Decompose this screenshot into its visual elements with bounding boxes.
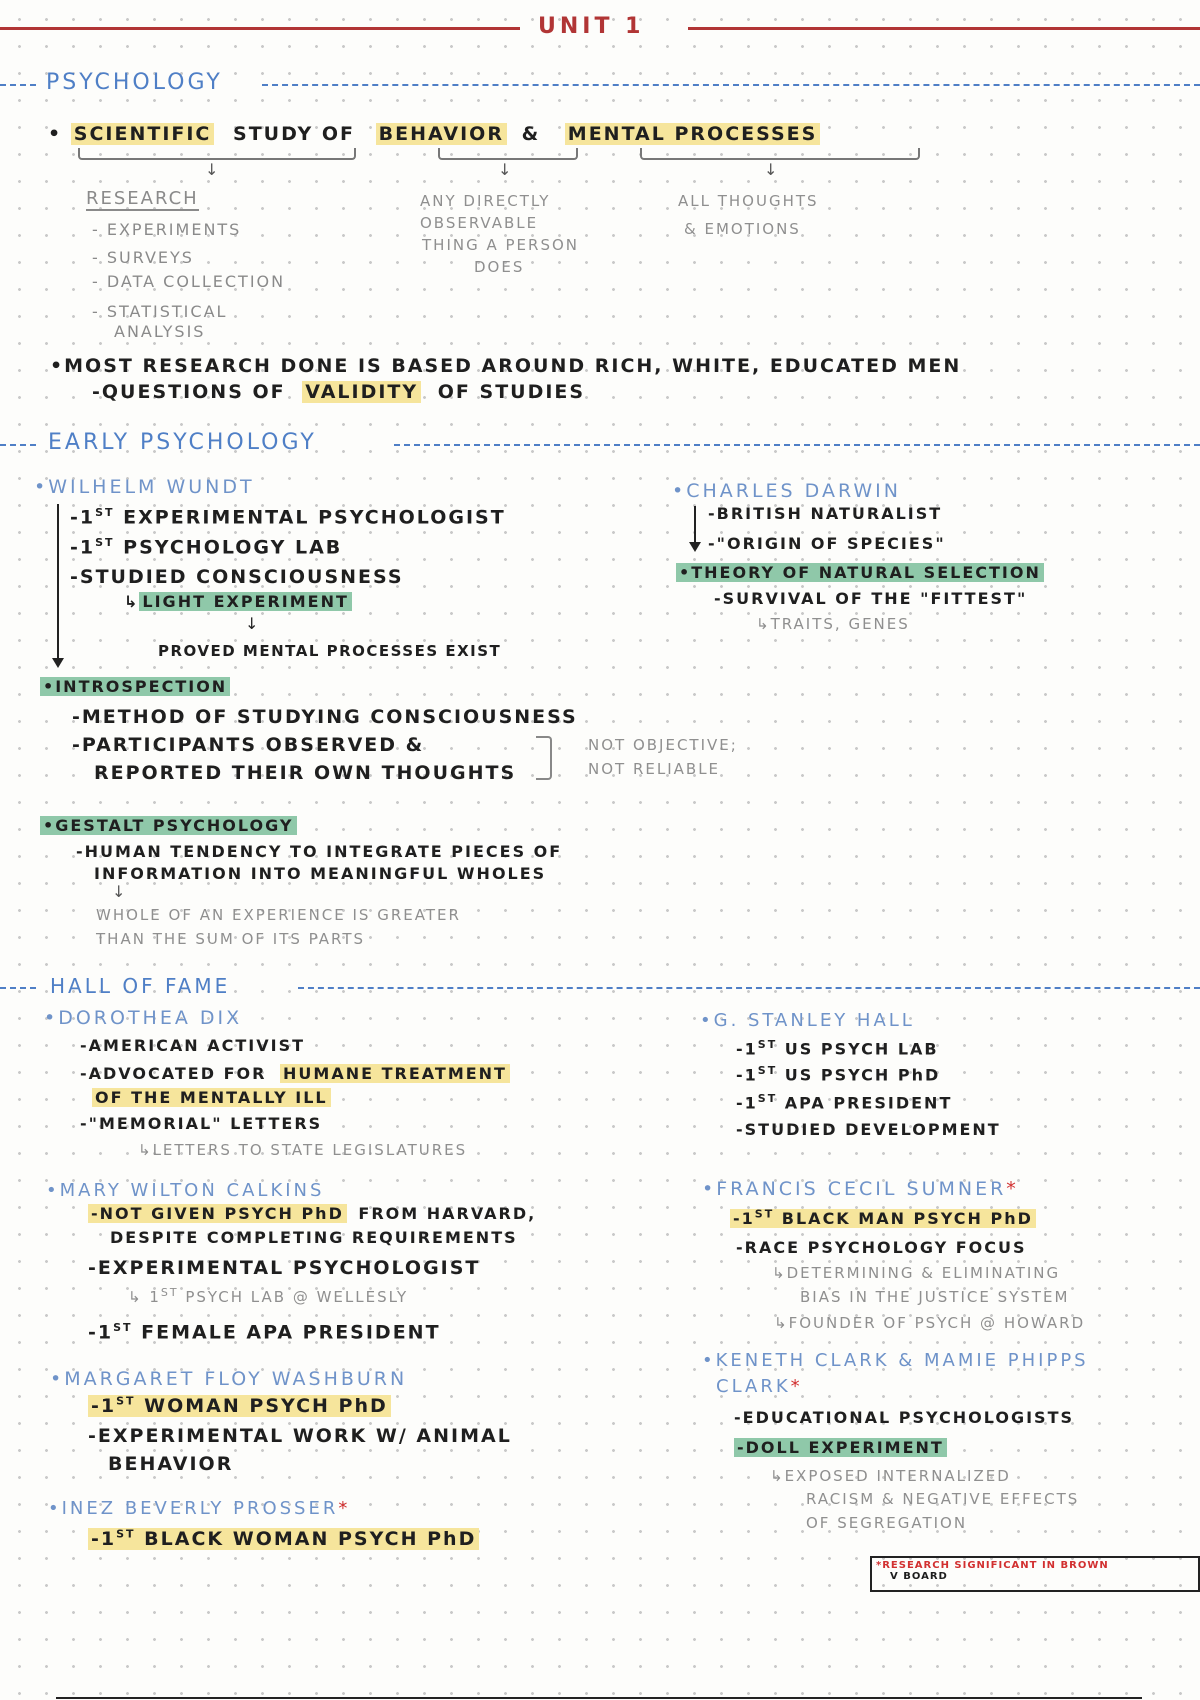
name-kenneth-mamie-clark: •KENETH CLARK & MAMIE PHIPPS	[702, 1350, 1089, 1371]
behavior-definition: OBSERVABLE	[420, 214, 539, 232]
research-item: - STATISTICAL	[92, 302, 228, 321]
behavior-definition: DOES	[474, 258, 525, 276]
darwin-traits: ↳TRAITS, GENES	[756, 615, 910, 633]
asterisk-icon: *	[338, 1498, 351, 1519]
wundt-light-experiment: ↳ LIGHT EXPERIMENT	[124, 592, 352, 611]
term-scientific: SCIENTIFIC	[71, 123, 215, 145]
gestalt-line: INFORMATION INTO MEANINGFUL WHOLES	[94, 864, 547, 883]
name-francis-cecil-sumner: •FRANCIS CECIL SUMNER*	[702, 1178, 1019, 1200]
gestalt-whole: WHOLE OF AN EXPERIENCE IS GREATER	[96, 906, 461, 924]
sumner-detail: ↳DETERMINING & ELIMINATING	[772, 1264, 1061, 1282]
calkins-line: DESPITE COMPLETING REQUIREMENTS	[110, 1228, 518, 1247]
term-behavior: BEHAVIOR	[376, 123, 507, 145]
section-rule-right	[262, 84, 1200, 86]
mental-definition: & EMOTIONS	[684, 220, 801, 238]
research-title: RESEARCH	[86, 188, 199, 209]
arrow-down-icon: ↓	[764, 160, 778, 179]
research-item: - SURVEYS	[92, 248, 194, 267]
dix-line: -AMERICAN ACTIVIST	[80, 1036, 305, 1055]
washburn-line: -1ST WOMAN PSYCH PhD	[88, 1395, 391, 1417]
timeline-line	[57, 504, 59, 660]
hall-line: -STUDIED DEVELOPMENT	[736, 1120, 1001, 1139]
name-kenneth-mamie-clark: CLARK*	[716, 1376, 803, 1397]
clark-detail: OF SEGREGATION	[806, 1514, 968, 1532]
research-item: - EXPERIMENTS	[92, 220, 242, 239]
validity-line: -QUESTIONS OF VALIDITY OF STUDIES	[92, 381, 586, 403]
mental-definition: ALL THOUGHTS	[678, 192, 819, 210]
name-charles-darwin: •CHARLES DARWIN	[672, 480, 901, 502]
dix-line: -"MEMORIAL" LETTERS	[80, 1114, 323, 1133]
research-item: - DATA COLLECTION	[92, 272, 286, 291]
section-heading-psychology: PSYCHOLOGY	[46, 70, 223, 95]
section-rule-left	[0, 987, 36, 989]
bracket-behavior	[438, 148, 578, 160]
brace-icon	[536, 736, 552, 780]
section-heading-hall-of-fame: HALL OF FAME	[50, 974, 231, 998]
darwin-line: -SURVIVAL OF THE "FITTEST"	[714, 589, 1028, 608]
introspection-note: NOT OBJECTIVE;	[588, 736, 738, 754]
dix-line: OF THE MENTALLY ILL	[92, 1088, 331, 1107]
name-margaret-floy-washburn: •MARGARET FLOY WASHBURN	[50, 1368, 408, 1390]
calkins-line: -1ST FEMALE APA PRESIDENT	[88, 1321, 441, 1344]
term-mental-processes: MENTAL PROCESSES	[565, 123, 821, 145]
asterisk-icon: *	[790, 1376, 803, 1397]
hall-line: -1ST US PSYCH LAB	[736, 1038, 939, 1059]
name-inez-beverly-prosser: •INEZ BEVERLY PROSSER*	[48, 1498, 351, 1519]
name-dorothea-dix: •DOROTHEA DIX	[44, 1007, 243, 1029]
sumner-detail: BIAS IN THE JUSTICE SYSTEM	[800, 1288, 1070, 1306]
calkins-wellesly: ↳ 1ST PSYCH LAB @ WELLESLY	[128, 1286, 409, 1306]
sumner-line: -RACE PSYCHOLOGY FOCUS	[736, 1238, 1027, 1257]
section-rule-right	[394, 444, 1200, 446]
sumner-detail: ↳FOUNDER OF PSYCH @ HOWARD	[774, 1314, 1086, 1332]
prosser-line: -1ST BLACK WOMAN PSYCH PhD	[88, 1528, 479, 1550]
arrow-down-icon: ↓	[205, 160, 219, 179]
bracket-research	[78, 148, 356, 160]
clark-detail: RACISM & NEGATIVE EFFECTS	[806, 1490, 1080, 1508]
introspection-line: REPORTED THEIR OWN THOUGHTS	[94, 762, 517, 784]
section-rule-left	[0, 84, 36, 86]
wundt-line: -STUDIED CONSCIOUSNESS	[70, 566, 404, 588]
washburn-line: -EXPERIMENTAL WORK W/ ANIMAL	[88, 1425, 512, 1447]
arrow-down-icon: ↓	[245, 614, 259, 633]
bottom-rule	[56, 1697, 1142, 1699]
arrow-down-icon: ↓	[112, 882, 126, 901]
definition-line: • SCIENTIFIC STUDY OF BEHAVIOR & MENTAL PROCESSES	[48, 123, 820, 145]
hall-line: -1ST US PSYCH PhD	[736, 1064, 941, 1085]
behavior-definition: ANY DIRECTLY	[420, 192, 551, 210]
section-rule-right	[298, 987, 1200, 989]
dix-letters: ↳LETTERS TO STATE LEGISLATURES	[138, 1141, 468, 1159]
section-heading-early-psychology: EARLY PSYCHOLOGY	[48, 430, 317, 455]
wundt-proved: PROVED MENTAL PROCESSES EXIST	[158, 642, 502, 660]
calkins-line: -NOT GIVEN PSYCH PhD FROM HARVARD,	[88, 1204, 536, 1223]
name-wilhelm-wundt: •WILHELM WUNDT	[34, 476, 255, 498]
footnote-box	[870, 1556, 1200, 1592]
wundt-line: -1ST PSYCHOLOGY LAB	[70, 536, 343, 559]
asterisk-icon: *	[1006, 1178, 1019, 1200]
most-research-line: •MOST RESEARCH DONE IS BASED AROUND RICH, WHITE, EDUCATED MEN	[50, 355, 962, 377]
title-rule-right	[688, 27, 1200, 30]
darwin-line: -BRITISH NATURALIST	[708, 504, 943, 523]
dix-line: -ADVOCATED FOR HUMANE TREATMENT	[80, 1064, 510, 1083]
darwin-line: -"ORIGIN OF SPECIES"	[708, 534, 946, 553]
arrow-down-icon: ↓	[498, 160, 512, 179]
clark-detail: ↳EXPOSED INTERNALIZED	[770, 1467, 1011, 1485]
name-g-stanley-hall: •G. STANLEY HALL	[700, 1010, 915, 1031]
research-item: ANALYSIS	[114, 322, 206, 341]
introspection-line: -PARTICIPANTS OBSERVED &	[72, 734, 425, 756]
name-mary-wilton-calkins: •MARY WILTON CALKINS	[46, 1180, 325, 1201]
darwin-theory: •THEORY OF NATURAL SELECTION	[676, 563, 1044, 582]
introspection-title: •INTROSPECTION	[40, 677, 230, 696]
gestalt-whole: THAN THE SUM OF ITS PARTS	[96, 930, 366, 948]
washburn-line: BEHAVIOR	[108, 1453, 234, 1475]
calkins-line: -EXPERIMENTAL PSYCHOLOGIST	[88, 1257, 481, 1279]
footnote-line: *RESEARCH SIGNIFICANT IN BROWN	[876, 1560, 1109, 1571]
timeline-arrow-icon	[689, 542, 701, 552]
bracket-mental	[640, 148, 920, 160]
sumner-line: -1ST BLACK MAN PSYCH PhD	[730, 1208, 1036, 1228]
hall-line: -1ST APA PRESIDENT	[736, 1092, 953, 1113]
title-rule-left	[0, 27, 520, 30]
footnote-line: V BOARD	[890, 1571, 948, 1582]
gestalt-line: -HUMAN TENDENCY TO INTEGRATE PIECES OF	[76, 842, 563, 861]
introspection-note: NOT RELIABLE	[588, 760, 721, 778]
timeline-arrow-icon	[52, 658, 64, 668]
timeline-line	[694, 506, 696, 544]
section-rule-left	[0, 444, 36, 446]
gestalt-title: •GESTALT PSYCHOLOGY	[40, 816, 297, 835]
clark-line: -DOLL EXPERIMENT	[734, 1438, 947, 1457]
introspection-line: -METHOD OF STUDYING CONSCIOUSNESS	[72, 706, 578, 728]
behavior-definition: THING A PERSON	[422, 236, 580, 254]
page-title: UNIT 1	[538, 14, 645, 39]
wundt-line: -1ST EXPERIMENTAL PSYCHOLOGIST	[70, 506, 506, 529]
term-validity: VALIDITY	[302, 381, 421, 403]
clark-line: -EDUCATIONAL PSYCHOLOGISTS	[734, 1408, 1075, 1427]
